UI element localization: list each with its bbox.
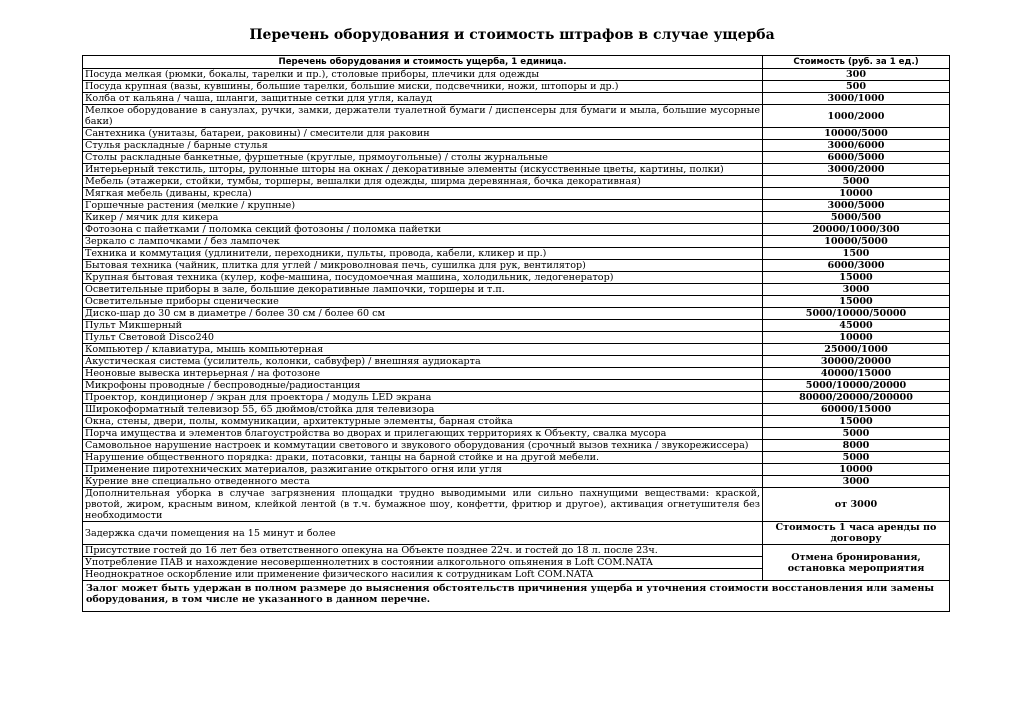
table-row — [83, 200, 950, 212]
row-price: 5000 — [763, 452, 950, 464]
table-row — [83, 545, 950, 557]
row-item: Мягкая мебель (диваны, кресла) — [83, 188, 763, 200]
row-item: Проектор, кондиционер / экран для проектора / модуль LED экрана — [83, 392, 763, 404]
table-row — [83, 392, 950, 404]
row-item: Мебель (этажерки, стойки, тумбы, торшеры, вешалки для одежды, ширма деревянная, бочка декоративная) — [83, 176, 763, 188]
row-item: Техника и коммутация (удлинители, переходники, пульты, провода, кабели, кликер и пр.) — [83, 248, 763, 260]
row-item: Осветительные приборы сценические — [83, 296, 763, 308]
fines-table — [82, 55, 950, 612]
row-price: 15000 — [763, 272, 950, 284]
table-row — [83, 272, 950, 284]
table-row — [83, 344, 950, 356]
header-items: Перечень оборудования и стоимость ущерба, 1 единица. — [83, 56, 763, 69]
row-item: Порча имущества и элементов благоустройства во дворах и прилегающих территориях к Объекту, свалка мусора — [83, 428, 763, 440]
row-item: Пульт Световой Disco240 — [83, 332, 763, 344]
row-item: Бытовая техника (чайник, плитка для углей / микроволновая печь, сушилка для рук, вентилятор) — [83, 260, 763, 272]
row-item: Мелкое оборудование в санузлах, ручки, замки, держатели туалетной бумаги / диспенсеры для бумаги и мыла, большие мусорные баки) — [83, 105, 763, 128]
row-price: 3000 — [763, 476, 950, 488]
row-price: 10000 — [763, 332, 950, 344]
row-item: Крупная бытовая техника (кулер, кофе-машина, посудомоечная машина, холодильник, ледогенератор) — [83, 272, 763, 284]
table-row — [83, 69, 950, 81]
row-item: Фотозона с пайетками / поломка секций фотозоны / поломка пайетки — [83, 224, 763, 236]
table-row — [83, 428, 950, 440]
row-price: 30000/20000 — [763, 356, 950, 368]
table-row — [83, 128, 950, 140]
table-row — [83, 452, 950, 464]
table-row — [83, 308, 950, 320]
table-row — [83, 320, 950, 332]
row-item: Присутствие гостей до 16 лет без ответственного опекуна на Объекте позднее 22ч. и гостей до 18 л. после 23ч. — [83, 545, 763, 557]
table-row — [83, 105, 950, 128]
row-item: Горшечные растения (мелкие / крупные) — [83, 200, 763, 212]
row-price: 40000/15000 — [763, 368, 950, 380]
row-item: Стулья раскладные / барные стулья — [83, 140, 763, 152]
table-row — [83, 368, 950, 380]
row-item: Дополнительная уборка в случае загрязнения площадки трудно выводимыми или сильно пахнущими веществами: краской, рвотой, жиром, красным вином, клейкой лентой (в т.ч. бумажное шоу, конфетти, фритюр и другое), активация огнетушителя без необходимости — [83, 488, 763, 522]
row-price: 500 — [763, 81, 950, 93]
row-item: Акустическая система (усилитель, колонки, сабвуфер) / внешняя аудиокарта — [83, 356, 763, 368]
row-price: 15000 — [763, 416, 950, 428]
table-row — [83, 476, 950, 488]
row-price: от 3000 — [763, 488, 950, 522]
row-price: 8000 — [763, 440, 950, 452]
row-item: Осветительные приборы в зале, большие декоративные лампочки, торшеры и т.п. — [83, 284, 763, 296]
row-price: 10000 — [763, 464, 950, 476]
row-price: 6000/3000 — [763, 260, 950, 272]
row-item: Применение пиротехнических материалов, разжигание открытого огня или угля — [83, 464, 763, 476]
row-item: Микрофоны проводные / беспроводные/радиостанция — [83, 380, 763, 392]
row-price: 5000/500 — [763, 212, 950, 224]
row-item: Сантехника (унитазы, батареи, раковины) / смесители для раковин — [83, 128, 763, 140]
table-row — [83, 464, 950, 476]
row-item: Столы раскладные банкетные, фуршетные (круглые, прямоугольные) / столы журнальные — [83, 152, 763, 164]
table-row — [83, 356, 950, 368]
row-price: 3000/6000 — [763, 140, 950, 152]
row-item: Курение вне специально отведенного места — [83, 476, 763, 488]
header-cost: Стоимость (руб. за 1 ед.) — [763, 56, 950, 69]
row-price: 6000/5000 — [763, 152, 950, 164]
row-item: Задержка сдачи помещения на 15 минут и более — [83, 522, 763, 545]
row-item: Зеркало с лампочками / без лампочек — [83, 236, 763, 248]
row-item: Интерьерный текстиль, шторы, рулонные шторы на окнах / декоративные элементы (искусственные цветы, картины, полки) — [83, 164, 763, 176]
row-item: Окна, стены, двери, полы, коммуникации, архитектурные элементы, барная стойка — [83, 416, 763, 428]
table-header-row — [83, 56, 950, 69]
row-item: Широкоформатный телевизор 55, 65 дюймов/стойка для телевизора — [83, 404, 763, 416]
row-price: 1000/2000 — [763, 105, 950, 128]
table-row — [83, 164, 950, 176]
row-item: Пульт Микшерный — [83, 320, 763, 332]
row-price: 10000 — [763, 188, 950, 200]
row-price: 300 — [763, 69, 950, 81]
row-price: 5000 — [763, 428, 950, 440]
row-price: 3000 — [763, 284, 950, 296]
row-item: Колба от кальяна / чаша, шланги, защитные сетки для угля, калауд — [83, 93, 763, 105]
row-item: Диско-шар до 30 см в диаметре / более 30 см / более 60 см — [83, 308, 763, 320]
row-item: Неоновые вывеска интерьерная / на фотозоне — [83, 368, 763, 380]
table-row — [83, 212, 950, 224]
table-row — [83, 224, 950, 236]
table-row — [83, 380, 950, 392]
row-price: 10000/5000 — [763, 128, 950, 140]
table-row — [83, 332, 950, 344]
table-row — [83, 188, 950, 200]
table-row — [83, 248, 950, 260]
row-item: Компьютер / клавиатура, мышь компьютерная — [83, 344, 763, 356]
row-price: 5000 — [763, 176, 950, 188]
table-row — [83, 296, 950, 308]
row-price: 5000/10000/50000 — [763, 308, 950, 320]
table-row — [83, 440, 950, 452]
footer-note: Залог может быть удержан в полном размере до выяснения обстоятельств причинения ущерба и уточнения стоимости восстановления или замены оборудования, в том числе не указанного в данном перечне. — [83, 581, 950, 612]
table-row — [83, 488, 950, 522]
table-row — [83, 176, 950, 188]
table-row — [83, 93, 950, 105]
row-item: Самовольное нарушение настроек и коммутации светового и звукового оборудования (срочный вызов техника / звукорежиссера) — [83, 440, 763, 452]
row-price: 10000/5000 — [763, 236, 950, 248]
row-item: Посуда мелкая (рюмки, бокалы, тарелки и пр.), столовые приборы, плечики для одежды — [83, 69, 763, 81]
footer-row — [83, 581, 950, 612]
table-row — [83, 522, 950, 545]
row-price: 60000/15000 — [763, 404, 950, 416]
row-price: Отмена бронирования, остановка мероприятия — [763, 545, 950, 581]
row-price: 1500 — [763, 248, 950, 260]
table-row — [83, 140, 950, 152]
row-item: Неоднократное оскорбление или применение физического насилия к сотрудникам Loft COM.NATA — [83, 569, 763, 581]
row-price: 3000/1000 — [763, 93, 950, 105]
row-item: Кикер / мячик для кикера — [83, 212, 763, 224]
table-row — [83, 260, 950, 272]
table-row — [83, 152, 950, 164]
row-item: Посуда крупная (вазы, кувшины, большие тарелки, большие миски, подсвечники, ножи, штопоры и др.) — [83, 81, 763, 93]
row-price: Стоимость 1 часа аренды по договору — [763, 522, 950, 545]
row-price: 45000 — [763, 320, 950, 332]
row-price: 20000/1000/300 — [763, 224, 950, 236]
row-item: Употребление ПАВ и нахождение несовершеннолетних в состоянии алкогольного опьянения в Loft COM.NATA — [83, 557, 763, 569]
row-price: 25000/1000 — [763, 344, 950, 356]
table-row — [83, 236, 950, 248]
table-row — [83, 81, 950, 93]
table-row — [83, 404, 950, 416]
table-row — [83, 416, 950, 428]
table-body — [83, 69, 950, 612]
table-row — [83, 284, 950, 296]
document-title: Перечень оборудования и стоимость штрафов в случае ущерба — [249, 27, 775, 43]
row-price: 5000/10000/20000 — [763, 380, 950, 392]
row-price: 15000 — [763, 296, 950, 308]
row-price: 3000/2000 — [763, 164, 950, 176]
row-price: 80000/20000/200000 — [763, 392, 950, 404]
row-price: 3000/5000 — [763, 200, 950, 212]
row-item: Нарушение общественного порядка: драки, потасовки, танцы на барной стойке и на другой мебели. — [83, 452, 763, 464]
